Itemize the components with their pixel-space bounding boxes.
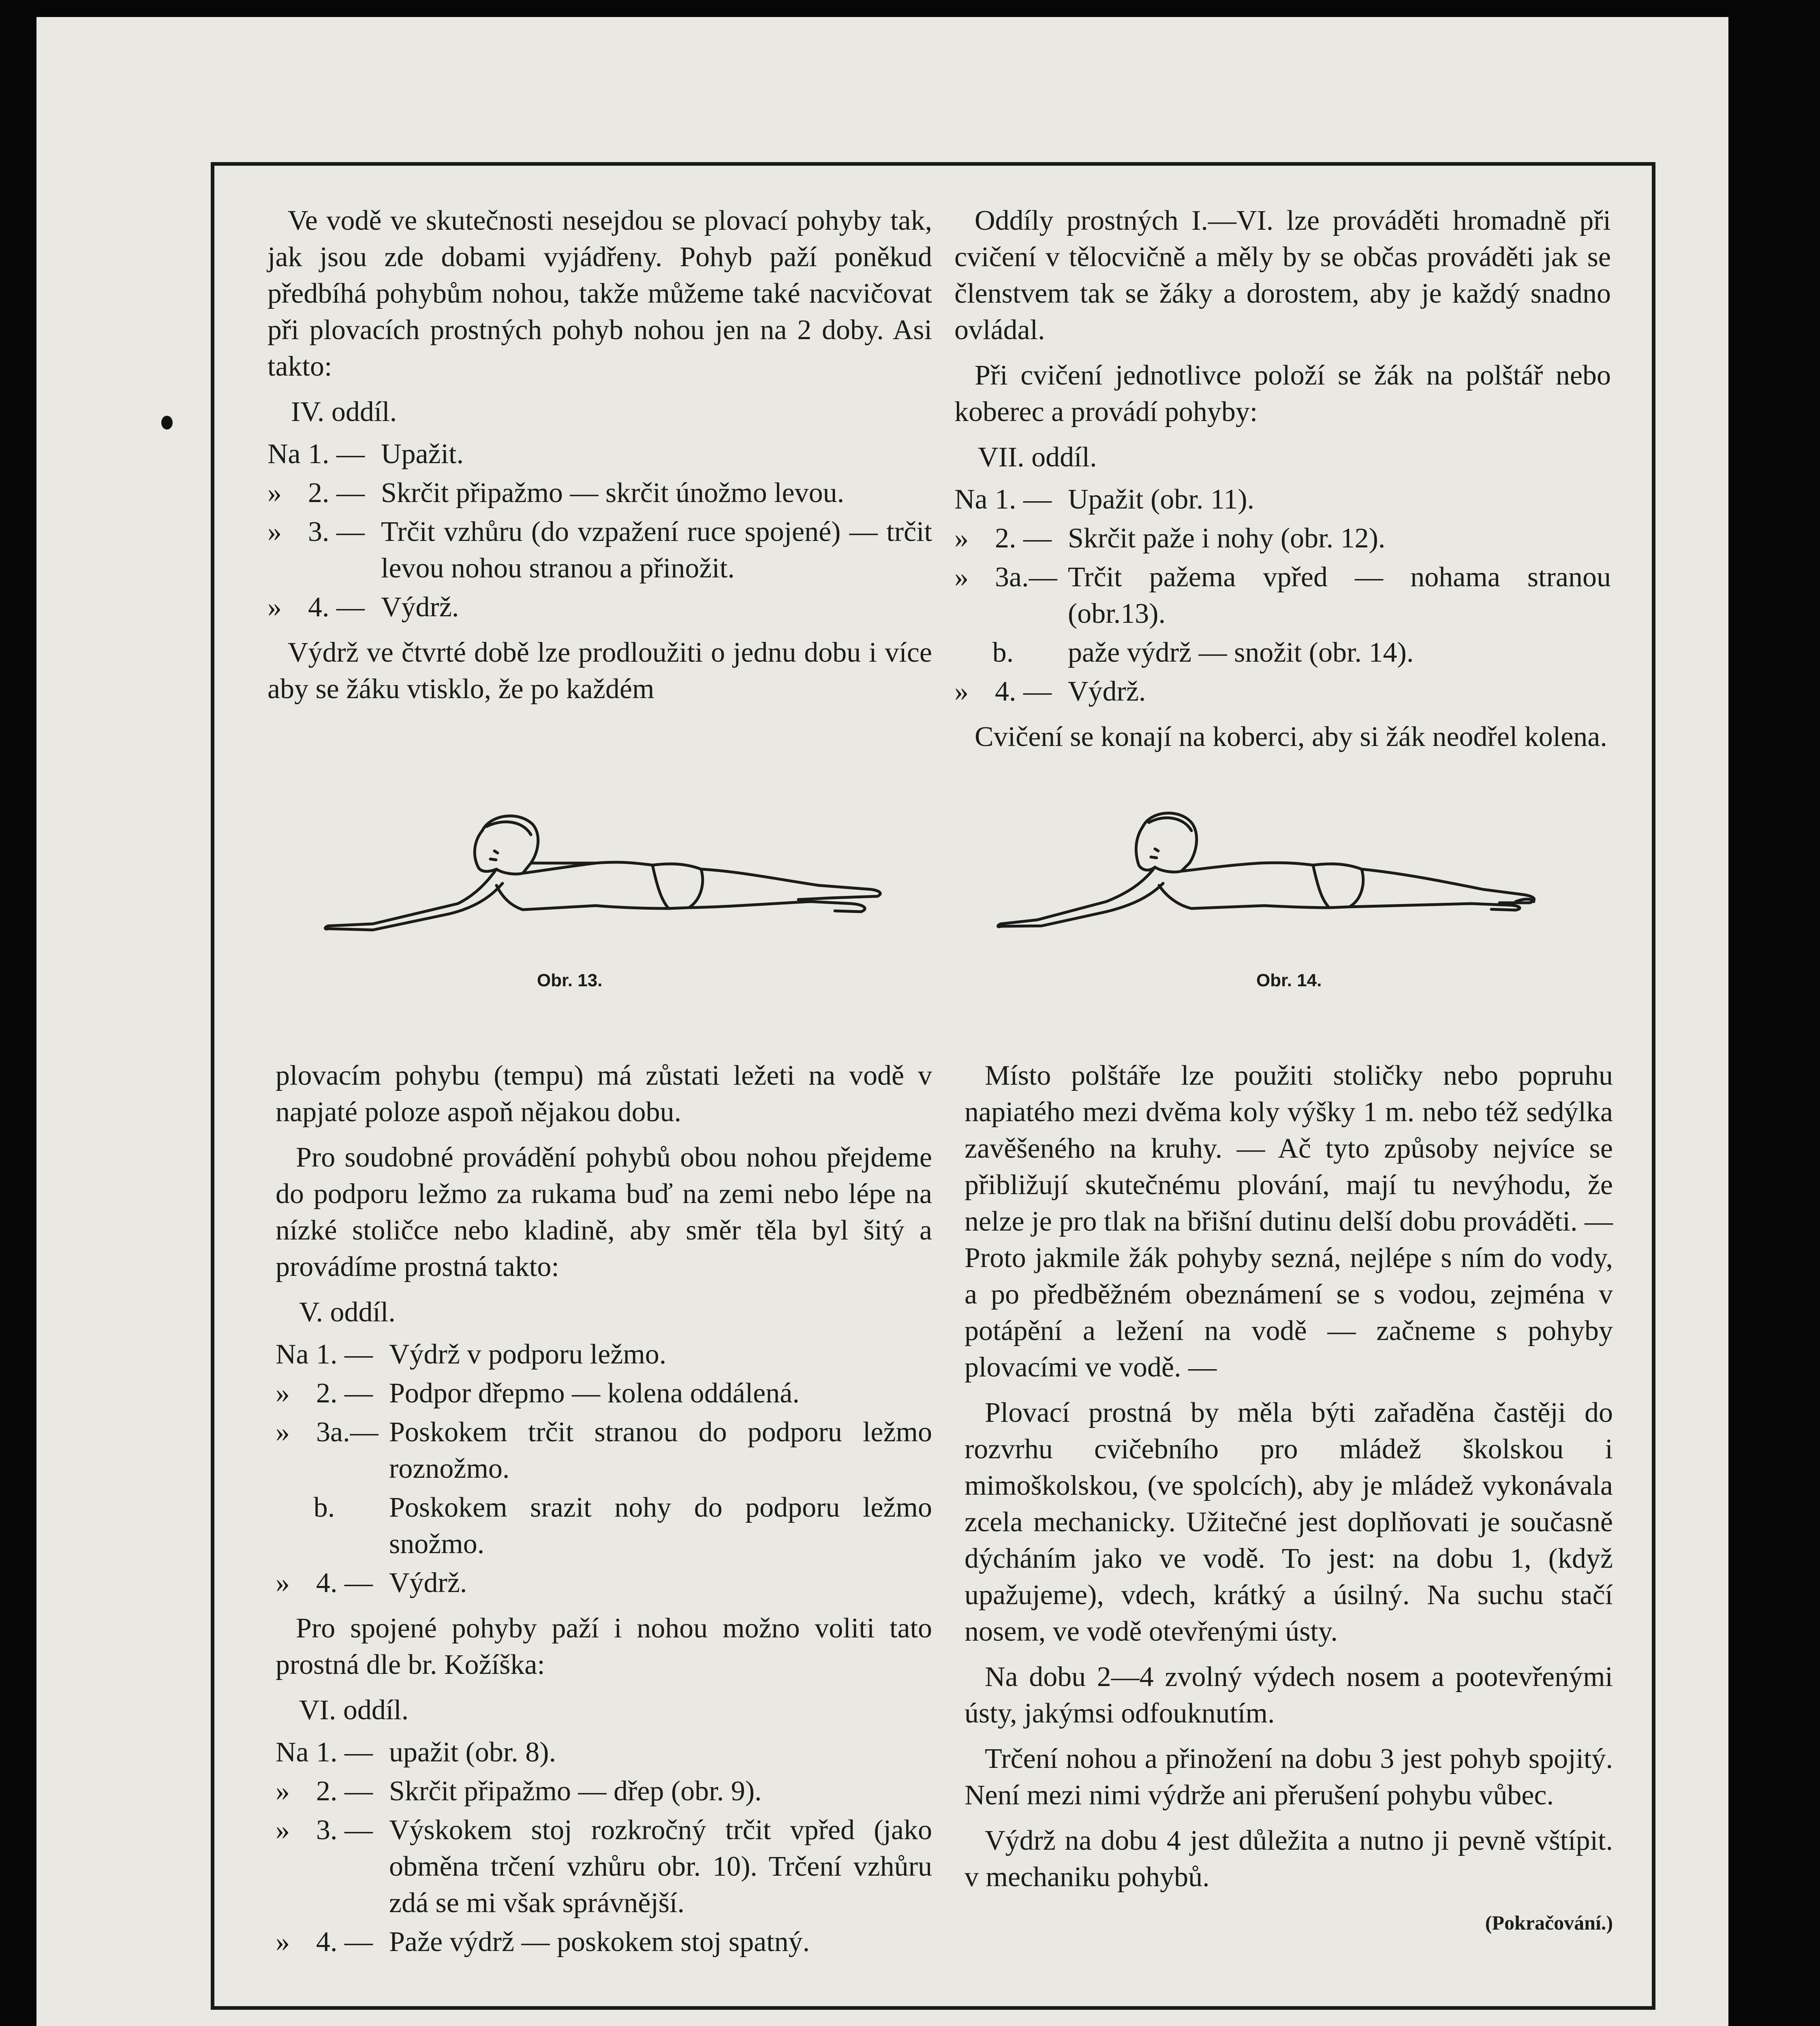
step-text: Skrčit připažmo — skrčit únožmo levou.: [381, 477, 845, 509]
ink-dot: [161, 416, 173, 430]
exercise-substep: [276, 1490, 932, 1562]
step-text: Výdrž v podporu ležmo.: [389, 1339, 667, 1370]
step-text: Výdrž.: [1068, 676, 1146, 707]
figure-13-swimmer-illustration: [312, 802, 896, 972]
substep-number: b.: [992, 637, 1014, 668]
exercise-step: [276, 1336, 932, 1373]
step-number: 4. —: [995, 676, 1052, 707]
exercise-step: [267, 514, 932, 587]
paragraph: Pro soudobné provádění pohybů obou nohou přejdeme do podporu ležmo za rukama buď na zemi nebo lépe na nízké stoličce nebo kladině, aby směr těla byl šitý a provádíme prostná takto:: [276, 1142, 932, 1282]
bottom-right-column: [965, 1058, 1613, 1950]
step-number: 2. —: [995, 523, 1052, 554]
paragraph: Pro spojené pohyby paží i nohou možno voliti tato prostná dle br. Kožíška:: [276, 1613, 932, 1680]
exercise-step: [954, 559, 1611, 632]
step-prefix: »: [267, 592, 282, 623]
step-prefix: »: [276, 1567, 290, 1599]
step-prefix: »: [276, 1814, 290, 1846]
step-prefix: Na: [267, 438, 301, 470]
top-right-column: [954, 203, 1611, 764]
exercise-step: [954, 520, 1611, 557]
section-heading: VII. oddíl.: [978, 442, 1097, 473]
step-number: 3. —: [308, 516, 365, 547]
step-number: 4. —: [316, 1567, 373, 1599]
exercise-step: [276, 1414, 932, 1487]
figure-14-caption: Obr. 14.: [1256, 970, 1322, 990]
step-number: 4. —: [308, 592, 365, 623]
step-text: Trčit pažema vpřed — nohama stranou (obr.13).: [1068, 562, 1611, 629]
substep-number: b.: [313, 1492, 335, 1523]
step-text: Výdrž.: [381, 592, 459, 623]
top-left-column: [267, 203, 932, 716]
section-heading: IV. oddíl.: [291, 396, 397, 427]
exercise-step: [276, 1812, 932, 1921]
exercise-step: [276, 1565, 932, 1601]
section-heading: VI. oddíl.: [299, 1695, 409, 1726]
step-number: 2. —: [316, 1378, 373, 1409]
exercise-step: [954, 673, 1611, 710]
step-prefix: »: [267, 516, 282, 547]
step-prefix: Na: [276, 1339, 309, 1370]
exercise-step: [267, 589, 932, 626]
paragraph: Výdrž na dobu 4 jest důležita a nutno ji pevně vštípit. v mechaniku pohybů.: [965, 1825, 1613, 1893]
exercise-step: [276, 1734, 932, 1771]
paragraph: Ve vodě ve skutečnosti nesejdou se plovací pohyby tak, jak jsou zde dobami vyjádřeny. Pohyb paží poněkud předbíhá pohybům nohou, takže můžeme také nacvičovat při plovacích prostných pohyb nohou jen na 2 doby. Asi takto:: [267, 205, 932, 382]
step-prefix: »: [276, 1378, 290, 1409]
step-prefix: »: [954, 562, 969, 593]
exercise-step: [276, 1773, 932, 1810]
step-number: 3. —: [316, 1814, 373, 1846]
exercise-step: [276, 1375, 932, 1412]
step-prefix: »: [267, 477, 282, 509]
step-number: 1. —: [316, 1339, 373, 1370]
paragraph: Místo polštáře lze použiti stoličky nebo popruhu napiatého mezi dvěma koly výšky 1 m. nebo též sedýlka zavěšeného na kruhy. — Ač tyto způsoby nejvíce se přibližují skutečnému plování, mají tu nevýhodu, že nelze je pro tlak na břišní dutinu delší dobu prováděti. — Proto jakmile žák pohyby sezná, nejlépe s ním do vody, a po předběžném obeznámení se s vodou, zejména v potápění a ležení na vodě — začneme s pohyby plovacími ve vodě. —: [965, 1060, 1613, 1383]
step-text: Trčit vzhůru (do vzpažení ruce spojené) — trčit levou nohou stranou a přinožit.: [381, 516, 932, 584]
step-text: Skrčit paže i nohy (obr. 12).: [1068, 523, 1386, 554]
step-number: 2. —: [308, 477, 365, 509]
step-number: 1. —: [316, 1737, 373, 1768]
paragraph: Oddíly prostných I.—VI. lze prováděti hromadně při cvičení v tělocvičně a měly by se občas prováděti jak se členstvem tak se žáky a dorostem, aby je každý snadno ovládal.: [954, 205, 1611, 346]
paragraph: Výdrž ve čtvrté době lze prodloužiti o jednu dobu i více aby se žáku vtisklo, že po každém: [267, 637, 932, 705]
step-text: Skrčit připažmo — dřep (obr. 9).: [389, 1776, 762, 1807]
continuation-note: (Pokračování.): [1485, 1911, 1613, 1934]
exercise-step: [954, 481, 1611, 518]
step-number: 1. —: [308, 438, 365, 470]
step-prefix: »: [954, 523, 969, 554]
paragraph: Plovací prostná by měla býti zařaděna častěji do rozvrhu cvičebního pro mládež školskou i mimoškolskou, (ve spolcích), aby je mládež vykonávala zcela mechanicky. Užitečné jest doplňovati je současně dýcháním jako ve vodě. To jest: na dobu 1, (když upažujeme), vdech, krátký a úsilný. Na suchu stačí nosem, ve vodě otevřenými ústy.: [965, 1397, 1613, 1647]
step-text: Poskokem trčit stranou do podporu ležmo roznožmo.: [389, 1417, 932, 1484]
step-number: 1. —: [995, 484, 1052, 515]
paragraph: Trčení nohou a přinožení na dobu 3 jest pohyb spojitý. Není mezi nimi výdrže ani přerušení pohybu vůbec.: [965, 1743, 1613, 1811]
step-text: upažit (obr. 8).: [389, 1737, 556, 1768]
step-prefix: »: [954, 676, 969, 707]
step-number: 4. —: [316, 1926, 373, 1958]
step-text: Paže výdrž — poskokem stoj spatný.: [389, 1926, 810, 1958]
step-prefix: Na: [954, 484, 988, 515]
substep-text: Poskokem srazit nohy do podporu ležmo snožmo.: [389, 1492, 932, 1560]
paragraph: Cvičení se konají na koberci, aby si žák neodřel kolena.: [975, 721, 1607, 752]
step-text: Upažit (obr. 11).: [1068, 484, 1255, 515]
step-prefix: »: [276, 1417, 290, 1448]
section-heading: V. oddíl.: [299, 1297, 396, 1328]
step-prefix: »: [276, 1776, 290, 1807]
step-prefix: Na: [276, 1737, 309, 1768]
step-number: 2. —: [316, 1776, 373, 1807]
exercise-step: [267, 436, 932, 472]
paragraph: Na dobu 2—4 zvolný výdech nosem a pootevřenými ústy, jakýmsi odfouknutím.: [965, 1661, 1613, 1729]
exercise-substep: [954, 635, 1611, 671]
bottom-left-column: [276, 1058, 932, 1963]
paragraph: plovacím pohybu (tempu) má zůstati ležeti na vodě v napjaté poloze aspoň nějakou dobu.: [276, 1060, 932, 1128]
step-text: Výskokem stoj rozkročný trčit vpřed (jako obměna trčení vzhůru obr. 10). Trčení vzhůru zdá se mi však správnější.: [389, 1814, 932, 1919]
step-text: Výdrž.: [389, 1567, 467, 1599]
step-number: 3a.—: [316, 1417, 379, 1448]
figure-13-caption: Obr. 13.: [537, 970, 603, 990]
paragraph: Při cvičení jednotlivce položí se žák na polštář nebo koberec a provádí pohyby:: [954, 360, 1611, 427]
figure-14-swimmer-illustration: [989, 802, 1572, 972]
step-text: Upažit.: [381, 438, 464, 470]
exercise-step: [276, 1924, 932, 1960]
exercise-step: [267, 475, 932, 511]
substep-text: paže výdrž — snožit (obr. 14).: [1068, 637, 1414, 668]
step-number: 3a.—: [995, 562, 1057, 593]
step-text: Podpor dřepmo — kolena oddálená.: [389, 1378, 800, 1409]
step-prefix: »: [276, 1926, 290, 1958]
